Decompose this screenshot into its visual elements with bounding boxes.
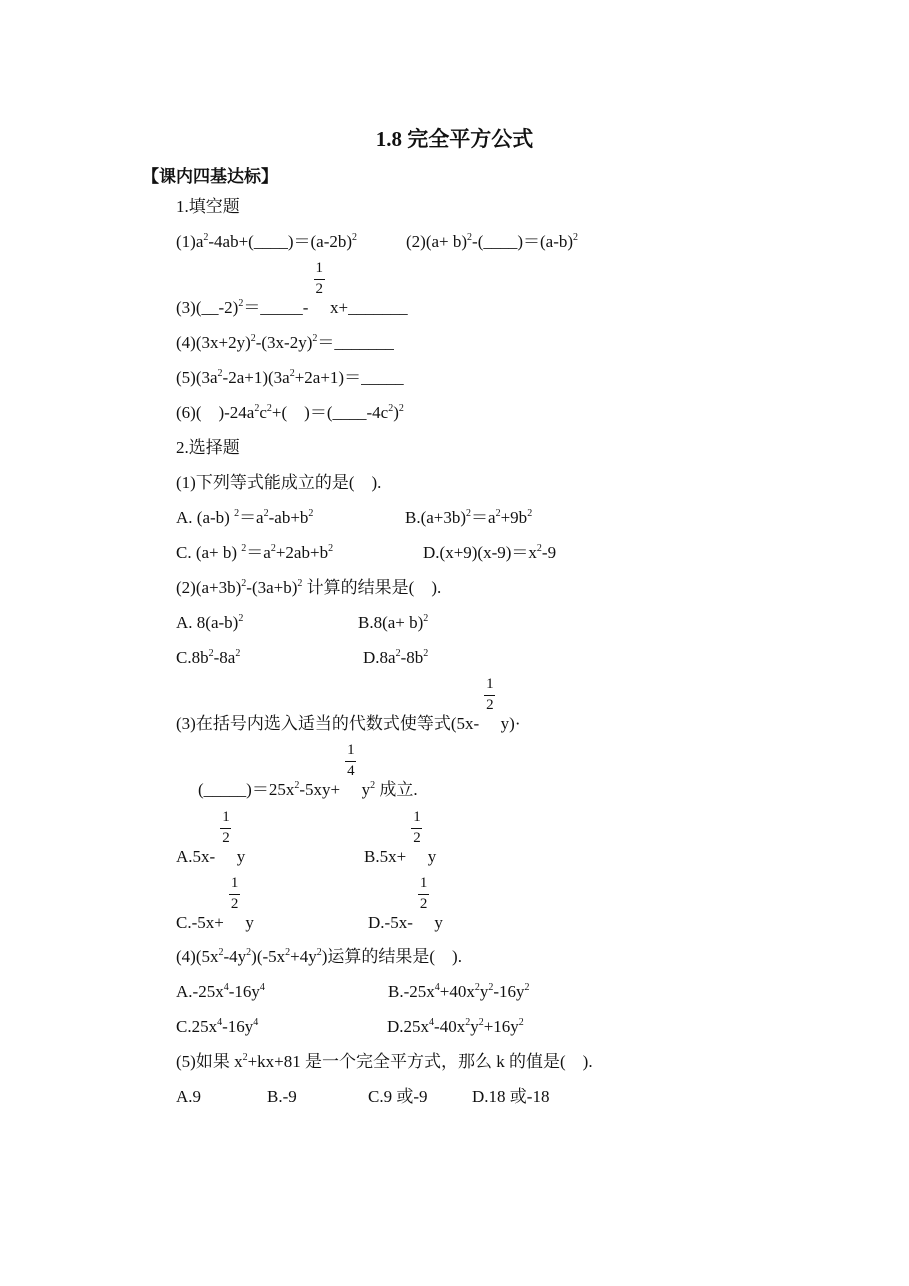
fraction-half: $\frac{1}{2}$ bbox=[486, 676, 494, 713]
choice-q1-option-b: $B.(a+3b)^2=a^2+9b^2$ bbox=[405, 508, 533, 527]
choice-q3-option-a: A.5x- $\frac{1}{2}$ y bbox=[176, 845, 245, 869]
fill-blank-q6: (6)( )$-24a^2c^2+$( )$=(\_\_\_\_-4c^2)^2$ bbox=[176, 403, 404, 422]
choice-q1-stem: (1)下列等式能成立的是( ). bbox=[176, 473, 382, 492]
choice-q2-stem: $(2)(a+3b)^2-(3a+b)^2$ 计算的结果是( ). bbox=[176, 578, 442, 597]
fill-blank-q2: $(2)(a+ b)^2-(\_\_\_\_)=(a-b)^2$ bbox=[406, 232, 579, 251]
choice-q4-option-c: $C.25x^4-16y^4$ bbox=[176, 1017, 259, 1036]
choice-q3-option-b: B.5x+ $\frac{1}{2}$ y bbox=[364, 845, 436, 869]
fraction-half: $\frac{1}{2}$ bbox=[222, 809, 230, 846]
choice-q5-option-b: B.-9 bbox=[267, 1087, 297, 1106]
choice-q1-option-a: A. (a-b) $^2=a^2-ab+b^2$ bbox=[176, 508, 314, 527]
choice-q4-option-b: $B.-25x^4+40x^2y^2-16y^2$ bbox=[388, 982, 530, 1001]
choice-q2-option-d: $D.8a^2-8b^2$ bbox=[363, 648, 429, 667]
fill-blank-q3: (3)(__-2)$^2$＝_____- $\frac{1}{2}$ x+_______ bbox=[176, 296, 408, 320]
choice-q4-stem: $(4)(5x^2-4y^2)(-5x^2+4y^2)$运算的结果是( ). bbox=[176, 947, 462, 966]
fill-blank-heading: 1.填空题 bbox=[176, 197, 240, 216]
choice-q2-option-b: $B.8(a+ b)^2$ bbox=[358, 613, 429, 632]
fraction-half: $\frac{1}{2}$ bbox=[230, 875, 239, 912]
fraction-half: $\frac{1}{2}$ bbox=[419, 875, 428, 912]
fill-blank-q5: $(5)(3a^2-2a+1)(3a^2+2a+1)=\_\_\_\_\_$ bbox=[176, 368, 404, 387]
choice-heading: 2.选择题 bbox=[176, 438, 240, 457]
choice-q2-option-a: A. $8(a-b)^2$ bbox=[176, 613, 244, 632]
choice-q4-option-a: $A.-25x^4-16y^4$ bbox=[176, 982, 265, 1001]
choice-q5-option-c: C.9 或-9 bbox=[368, 1087, 428, 1106]
fraction-half: $\frac{1}{2}$ bbox=[413, 809, 421, 846]
fill-blank-q1: $(1)a^2-4ab+(\_\_\_\_)=(a-2b)^2$ bbox=[176, 232, 358, 251]
choice-q3-stem-line2: $(\_\_\_\_\_)=25x^2-5xy+$ $\frac{1}{4}$ $y^2$ 成立. bbox=[198, 778, 418, 802]
choice-q1-option-d: $D.(x+9)(x-9)=x^2-9$ bbox=[423, 543, 557, 562]
fraction-quarter: $\frac{1}{4}$ bbox=[347, 742, 355, 779]
choice-q2-option-c: $C.8b^2-8a^2$ bbox=[176, 648, 241, 667]
fraction-half: $\frac{1}{2}$ bbox=[315, 260, 323, 297]
choice-q5-option-d: D.18 或-18 bbox=[472, 1087, 550, 1106]
choice-q3-option-c: C.-5x+ $\frac{1}{2}$ y bbox=[176, 911, 254, 935]
choice-q3-option-d: D.-5x- $\frac{1}{2}$ y bbox=[368, 911, 443, 935]
section-heading: 【课内四基达标】 bbox=[142, 167, 278, 186]
choice-q1-option-c: C. (a+ b) $^2=a^2+2ab+b^2$ bbox=[176, 543, 334, 562]
choice-q3-stem: (3)在括号内选入适当的代数式使等式(5x- $\frac{1}{2}$ y)· bbox=[176, 712, 520, 736]
choice-q5-option-a: A.9 bbox=[176, 1087, 202, 1106]
page-title: 1.8 完全平方公式 bbox=[375, 127, 534, 151]
choice-q4-option-d: $D.25x^4-40x^2y^2+16y^2$ bbox=[387, 1017, 524, 1036]
choice-q5-stem: (5)如果 $x^2+kx+81$ 是一个完全平方式，那么 k 的值是( ). bbox=[176, 1052, 593, 1071]
fill-blank-q4: $(4)(3x+2y)^2-(3x-2y)^2=\_\_\_\_\_\_\_$ bbox=[176, 333, 394, 352]
